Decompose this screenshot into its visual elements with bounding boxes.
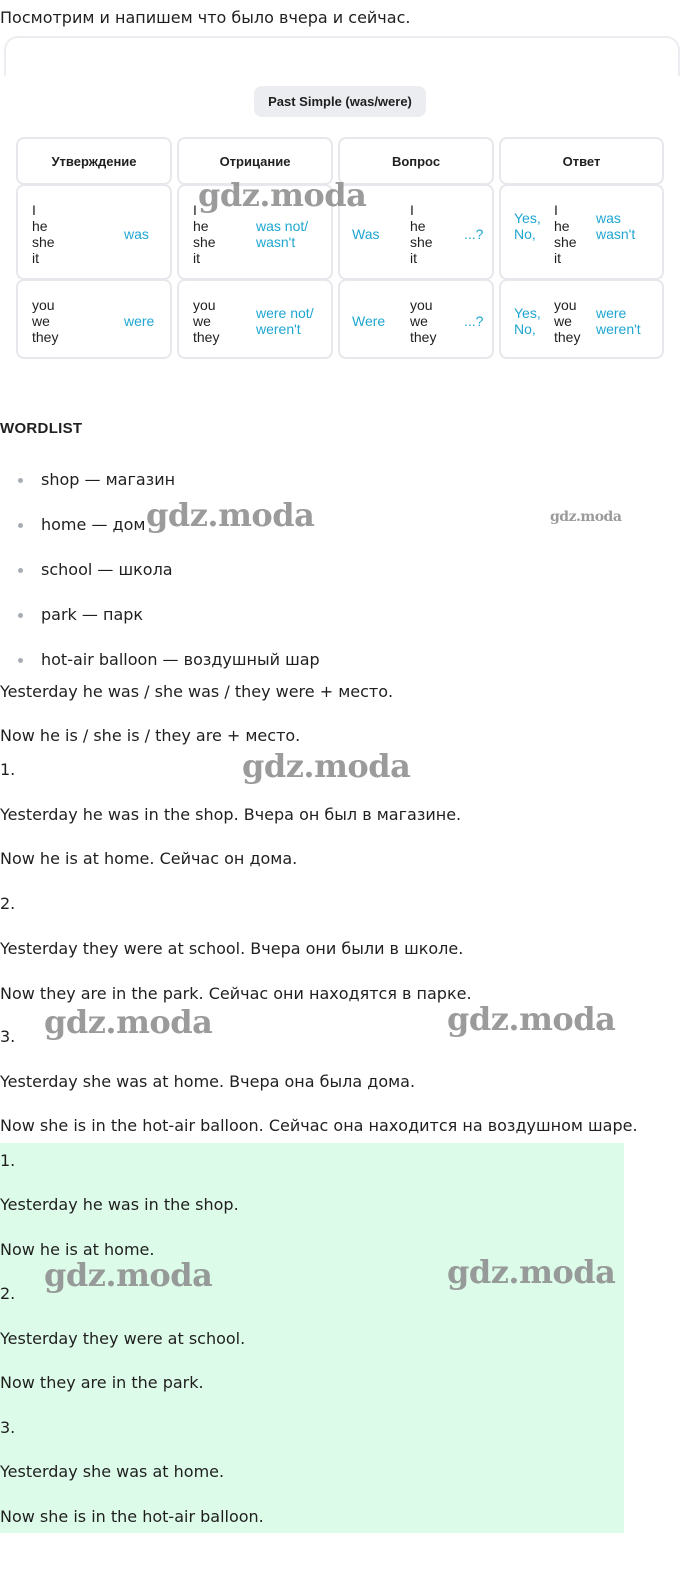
bullet-icon [18, 658, 23, 663]
verb-was: was [124, 226, 149, 242]
verb-were-not: were not/ weren't [256, 305, 314, 337]
list-item: park — парк [0, 605, 320, 650]
pronoun-list: you we they [193, 297, 220, 345]
answer-verbs: was wasn't [596, 210, 636, 242]
table-title: Past Simple (was/were) [254, 86, 426, 117]
list-item: hot-air balloon — воздушный шар [0, 650, 320, 695]
example-past: Yesterday they were at school. Вчера они были в школе. [0, 939, 464, 958]
verb-was-not: was not/ wasn't [256, 218, 309, 250]
verb-were: were [124, 313, 155, 329]
example-now: Now she is in the hot-air balloon. Сейчас она находится на воздушном шаре. [0, 1116, 638, 1135]
example-past: Yesterday she was at home. Вчера она была дома. [0, 1072, 416, 1091]
watermark-logo: gdz.moda [447, 1253, 616, 1291]
answer-yes-no: Yes, No, [514, 305, 541, 337]
bullet-icon [18, 523, 23, 528]
question-mark: ...? [464, 226, 484, 242]
bullet-icon [18, 478, 23, 483]
pronoun-list: I he she it [193, 202, 216, 266]
cell-question-were [338, 279, 494, 359]
answer-now: Now she is in the hot-air balloon. [0, 1507, 264, 1526]
watermark-logo: gdz.moda [447, 1000, 616, 1038]
watermark-logo: gdz.moda [242, 747, 411, 785]
answer-past: Yesterday she was at home. [0, 1462, 225, 1481]
answer-past: Yesterday they were at school. [0, 1329, 246, 1348]
question-mark: ...? [464, 313, 484, 329]
header-question: Вопрос [338, 137, 494, 185]
verb-were-question: Were [352, 313, 386, 329]
pronoun-list: I he she it [410, 202, 433, 266]
answer-number: 3. [0, 1418, 16, 1437]
header-negative: Отрицание [177, 137, 333, 185]
pattern-past: Yesterday he was / she was / they were + место. [0, 682, 394, 701]
grammar-table [16, 137, 664, 361]
watermark-logo: gdz.moda [44, 1003, 213, 1041]
pronoun-list: you we they [554, 297, 581, 345]
pronoun-list: you we they [410, 297, 437, 345]
cell-answer-was [499, 184, 664, 280]
watermark-logo: gdz.moda [550, 509, 622, 525]
example-now: Now they are in the park. Сейчас они находятся в парке. [0, 984, 472, 1003]
wordlist-title: WORDLIST [0, 420, 83, 437]
watermark-logo: gdz.moda [198, 176, 367, 214]
cell-affirmative-were [16, 279, 172, 359]
watermark-logo: gdz.moda [44, 1256, 213, 1294]
bullet-icon [18, 613, 23, 618]
example-past: Yesterday he was in the shop. Вчера он был в магазине. [0, 805, 462, 824]
cell-negative-were [177, 279, 333, 359]
pronoun-list: you we they [32, 297, 59, 345]
answer-number: 1. [0, 1151, 16, 1170]
answer-verbs: were weren't [596, 305, 641, 337]
pattern-now: Now he is / she is / they are + место. [0, 726, 301, 745]
cell-affirmative-was [16, 184, 172, 280]
answer-number: 2. [0, 1284, 16, 1303]
cell-answer-were [499, 279, 664, 359]
list-item: shop — магазин [0, 470, 320, 515]
watermark-logo: gdz.moda [146, 496, 315, 534]
list-item: school — школа [0, 560, 320, 605]
pronoun-list: I he she it [32, 202, 55, 266]
example-now: Now he is at home. Сейчас он дома. [0, 849, 298, 868]
answer-now: Now he is at home. [0, 1240, 155, 1259]
verb-was-question: Was [352, 226, 380, 242]
header-answer: Ответ [499, 137, 664, 185]
answer-yes-no: Yes, No, [514, 210, 541, 242]
answer-now: Now they are in the park. [0, 1373, 204, 1392]
example-number: 1. [0, 760, 16, 779]
answer-past: Yesterday he was in the shop. [0, 1195, 239, 1214]
content-card [4, 36, 680, 76]
example-number: 3. [0, 1027, 16, 1046]
bullet-icon [18, 568, 23, 573]
intro-text: Посмотрим и напишем что было вчера и сейчас. [0, 8, 411, 27]
example-number: 2. [0, 894, 16, 913]
header-affirmative: Утверждение [16, 137, 172, 185]
pronoun-list: I he she it [554, 202, 577, 266]
list-item: home — дом [0, 515, 320, 560]
